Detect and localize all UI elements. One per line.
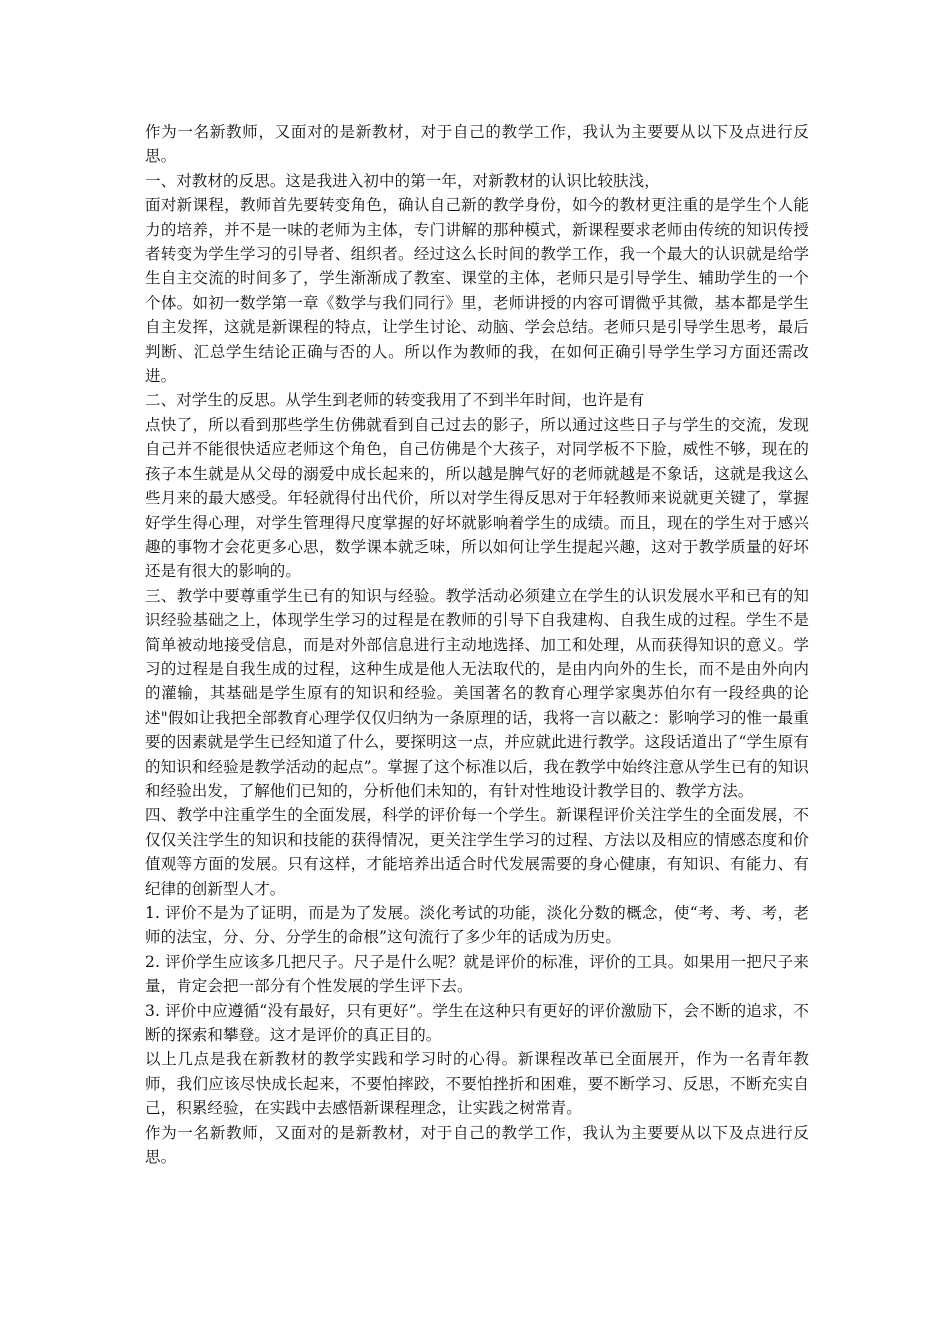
- paragraph-conclusion: 以上几点是我在新教材的教学实践和学习时的心得。新课程改革已全面展开，作为一名青年教师，我们应该尽快成长起来，不要怕摔跤，不要怕挫折和困难，要不断学习、反思，不断充实自己，积累经验，在实践中去感悟新课程理念，让实践之树常青。: [145, 1050, 809, 1118]
- paragraph-comprehensive-development: 四、教学中注重学生的全面发展，科学的评价每一个学生。新课程评价关注学生的全面发展，不仅仅关注学生的知识和技能的获得情况，更关注学生学习的过程、方法以及相应的情感态度和价值观等方面的发展。只有这样，才能培养出适合时代发展需要的身心健康，有知识、有能力、有纪律的创新型人才。: [145, 806, 809, 898]
- paragraph-heading-textbook-reflection: 一、对教材的反思。这是我进入初中的第一年，对新教材的认识比较肤浅，: [145, 171, 660, 190]
- list-item-evaluation-3: 3. 评价中应遵循“没有最好，只有更好”。学生在这种只有更好的评价激励下，会不断的追求，不断的探索和攀登。这才是评价的真正目的。: [145, 1001, 809, 1045]
- paragraph-intro: 作为一名新教师，又面对的是新教材，对于自己的教学工作，我认为主要要从以下及点进行反思。: [145, 123, 809, 166]
- paragraph-intro-repeat: 作为一名新教师，又面对的是新教材，对于自己的教学工作，我认为主要要从以下及点进行反思。: [145, 1123, 809, 1167]
- paragraph-heading-student-reflection: 二、对学生的反思。从学生到老师的转变我用了不到半年时间，也许是有: [145, 391, 645, 410]
- paragraph-student-reflection: 点快了，所以看到那些学生仿佛就看到自己过去的影子，所以通过这些日子与学生的交流，发现自己并不能很快适应老师这个角色，自己仿佛是个大孩子，对同学板不下脸，威性不够，现在的孩子本生就是从父母的溺爱中成长起来的，所以越是脾气好的老师就越是不象话，这就是我这么些月来的最大感受。年轻就得付出代价，所以对学生得反思对于年轻教师来说就更关键了，掌握好学生得心理，对学生管理得尺度掌握的好坏就影响着学生的成绩。而且，现在的学生对于感兴趣的事物才会花更多心思，数学课本就乏味，所以如何让学生提起兴趣，这对于教学质量的好坏还是有很大的影响的。: [145, 415, 809, 581]
- paragraph-prior-knowledge: 三、教学中要尊重学生已有的知识与经验。教学活动必须建立在学生的认识发展水平和已有的知识经验基础之上，体现学生学习的过程是在教师的引导下自我建构、自我生成的过程。学生不是简单被动地接受信息，而是对外部信息进行主动地选择、加工和处理，从而获得知识的意义。学习的过程是自我生成的过程，这种生成是他人无法取代的，是由内向外的生长，而不是由外向内的灌输，其基础是学生原有的知识和经验。美国著名的教育心理学家奥苏伯尔有一段经典的论述"假如让我把全部教育心理学仅仅归纳为一条原理的话，我将一言以蔽之：影响学习的惟一最重要的因素就是学生已经知道了什么，要探明这一点，并应就此进行教学。这段话道出了“学生原有的知识和经验是教学活动的起点”。掌握了这个标准以后，我在教学中始终注意从学生已有的知识和经验出发，了解他们已知的，分析他们未知的，有针对性地设计教学目的、教学方法。: [145, 586, 809, 800]
- document-body: [145, 120, 809, 1169]
- paragraph-textbook-reflection: 面对新课程，教师首先要转变角色，确认自己新的教学身份，如今的教材更注重的是学生个人能力的培养，并不是一味的老师为主体，专门讲解的那种模式，新课程要求老师由传统的知识传授者转变为学生学习的引导者、组织者。经过这么长时间的教学工作，我一个最大的认识就是给学生自主交流的时间多了，学生渐渐成了教室、课堂的主体，老师只是引导学生、辅助学生的一个个体。如初一数学第一章《数学与我们同行》里，老师讲授的内容可谓微乎其微，基本都是学生自主发挥，这就是新课程的特点，让学生讨论、动脑、学会总结。老师只是引导学生思考，最后判断、汇总学生结论正确与否的人。所以作为教师的我，在如何正确引导学生学习方面还需改进。: [145, 196, 809, 386]
- list-item-evaluation-2: 2. 评价学生应该多几把尺子。尺子是什么呢？就是评价的标准，评价的工具。如果用一把尺子来量，肯定会把一部分有个性发展的学生评下去。: [145, 952, 809, 996]
- list-item-evaluation-1: 1. 评价不是为了证明，而是为了发展。淡化考试的功能，淡化分数的概念，使“考、考、考，老师的法宝，分、分、分学生的命根”这句流行了多少年的话成为历史。: [145, 904, 809, 947]
